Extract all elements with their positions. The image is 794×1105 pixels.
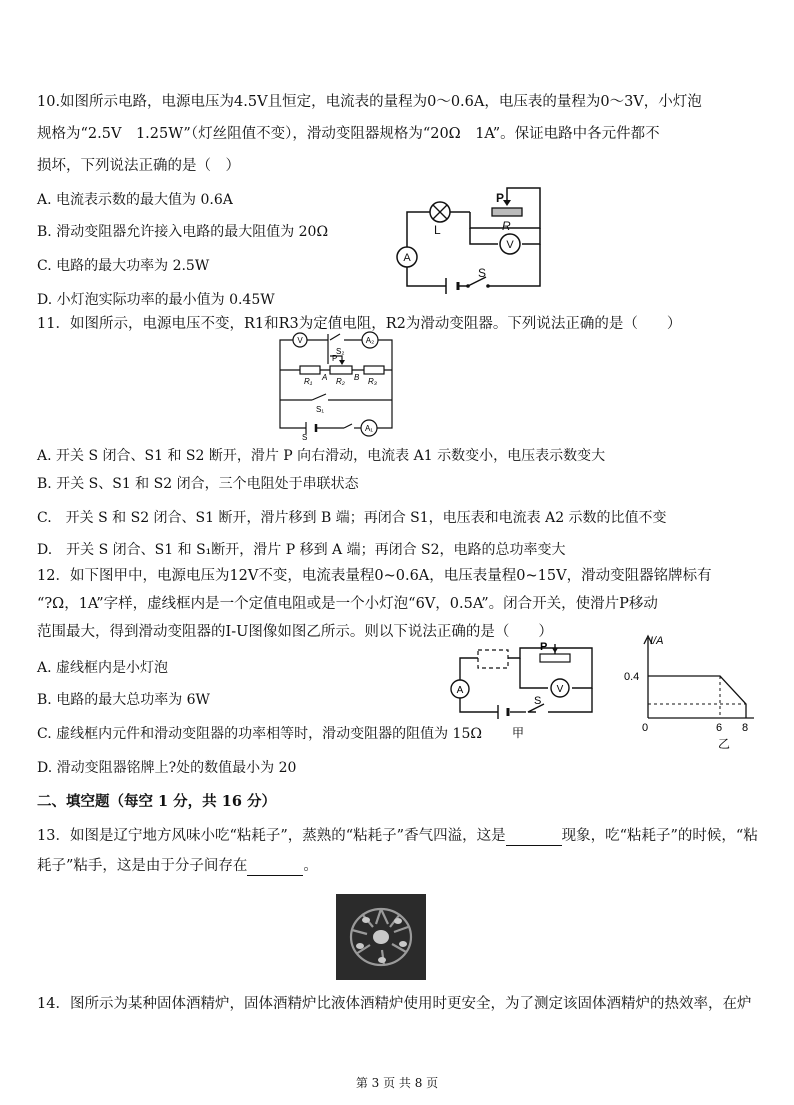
q11-option-c: C. 开关 S 和 S2 闭合、S1 断开，滑片移到 B 端；再闭合 S1，电压表和电流表 A2 示数的比值不变 <box>37 510 667 526</box>
q12-stem-line2: “?Ω，1A”字样，虚线框内是一个定值电阻或是一个小灯泡“6V，0.5A”。闭合开关，使滑片P移动 <box>37 596 658 612</box>
q10-option-d: D. 小灯泡实际功率的最小值为 0.45W <box>37 292 275 308</box>
q14-stem: 14．图所示为某种固体酒精炉，固体酒精炉比液体酒精炉使用时更安全，为了测定该固体酒精炉的热效率，在炉 <box>37 996 752 1012</box>
q13-text-2b: 。 <box>303 858 318 874</box>
q10-stem-line3: 损坏，下列说法正确的是（ ） <box>37 158 240 174</box>
q10-option-b: B. 滑动变阻器允许接入电路的最大阻值为 20Ω <box>37 224 329 240</box>
q12-option-d: D. 滑动变阻器铭牌上?处的数值最小为 20 <box>37 760 297 776</box>
svg-text:S₂: S₂ <box>336 347 345 356</box>
rheostat-symbol <box>492 208 522 216</box>
q13-blank-2 <box>247 857 303 876</box>
zhanhaozi-photo <box>336 894 426 980</box>
svg-text:R₁: R₁ <box>304 377 313 386</box>
q10-option-c: C. 电路的最大功率为 2.5W <box>37 258 210 274</box>
svg-text:S₁: S₁ <box>316 405 325 414</box>
q13-text-2a: 耗子”粘手，这是由于分子间存在 <box>37 858 248 874</box>
svg-text:A: A <box>456 685 464 696</box>
label-s: S <box>478 266 487 280</box>
q11-stem: 11．如图所示，电源电压不变，R1和R3为定值电阻，R2为滑动变阻器。下列说法正确的是（ ） <box>37 316 682 332</box>
svg-text:A₂: A₂ <box>365 336 375 345</box>
y-axis-label: I/A <box>650 635 664 647</box>
label-p: P <box>496 191 505 205</box>
svg-text:V: V <box>297 336 303 345</box>
svg-text:A₁: A₁ <box>364 424 374 433</box>
q10-stem-line2: 规格为“2.5V 1.25W”（灯丝阻值不变），滑动变阻器规格为“20Ω 1A”。保证电路中各元件都不 <box>37 126 660 142</box>
q13-line2 <box>37 856 318 876</box>
r3-symbol <box>364 366 384 374</box>
r1-symbol <box>300 366 320 374</box>
q13-line1 <box>37 826 758 846</box>
caption-jia: 甲 <box>512 726 525 740</box>
q13-text-1a: 13．如图是辽宁地方风味小吃“粘耗子”，蒸熟的“粘耗子”香气四溢，这是 <box>37 828 506 844</box>
svg-text:P: P <box>540 641 548 653</box>
svg-text:P: P <box>332 354 338 363</box>
q12-circuit-jia <box>440 640 605 740</box>
x-tick-6: 6 <box>716 722 723 734</box>
q11-option-d: D. 开关 S 闭合、S1 和 S₁断开，滑片 P 移到 A 端；再闭合 S2，电路的总功率变大 <box>37 542 566 558</box>
svg-text:B: B <box>354 373 360 382</box>
q11-option-a: A. 开关 S 闭合、S1 和 S2 断开，滑片 P 向右滑动，电流表 A1 示数变小，电压表示数变大 <box>37 448 606 464</box>
q10-circuit-diagram <box>390 180 560 300</box>
q12-option-c: C. 虚线框内元件和滑动变阻器的功率相等时，滑动变阻器的阻值为 15Ω <box>37 726 482 742</box>
svg-text:R₂: R₂ <box>336 377 345 386</box>
q13-blank-1 <box>506 827 562 846</box>
caption-yi: 乙 <box>718 737 731 750</box>
voltmeter-label: V <box>506 239 514 251</box>
q12-stem-line3: 范围最大，得到滑动变阻器的I-U图像如图乙所示。则以下说法正确的是（ ） <box>37 624 553 640</box>
q10-stem-line1: 10.如图所示电路，电源电压为4.5V且恒定，电流表的量程为0～0.6A，电压表的量程为0～3V，小灯泡 <box>37 94 702 110</box>
r2-symbol <box>330 366 352 374</box>
svg-text:S: S <box>302 433 308 440</box>
q12-option-b: B. 电路的最大总功率为 6W <box>37 692 210 708</box>
q10-option-a: A. 电流表示数的最大值为 0.6A <box>37 192 233 208</box>
q12-option-a: A. 虚线框内是小灯泡 <box>37 660 169 676</box>
origin-label: 0 <box>642 722 649 734</box>
q11-circuit-diagram <box>272 330 400 440</box>
q13-text-1b: 现象，吃“粘耗子”的时候，“粘 <box>561 828 758 844</box>
section-title: 二、填空题（每空 1 分，共 16 分） <box>37 793 276 810</box>
svg-text:R₃: R₃ <box>368 377 377 386</box>
q12-stem-line1: 12．如下图甲中，电源电压为12V不变，电流表量程0~0.6A，电压表量程0~15V，滑动变阻器铭牌标有 <box>37 568 712 584</box>
label-r: R <box>502 219 511 233</box>
q12-iu-graph-yi <box>620 630 760 750</box>
svg-text:A: A <box>322 373 328 382</box>
ammeter-label: A <box>403 252 411 264</box>
svg-text:V: V <box>556 684 564 695</box>
svg-text:S: S <box>534 695 542 707</box>
x-tick-8: 8 <box>742 722 749 734</box>
label-l: L <box>434 223 441 237</box>
dashed-element-box <box>478 650 508 668</box>
page-footer: 第 3 页 共 8 页 <box>355 1076 439 1090</box>
q11-option-b: B. 开关 S、S1 和 S2 闭合，三个电阻处于串联状态 <box>37 476 359 492</box>
y-tick-label: 0.4 <box>624 671 640 683</box>
rheostat-symbol <box>540 654 570 662</box>
